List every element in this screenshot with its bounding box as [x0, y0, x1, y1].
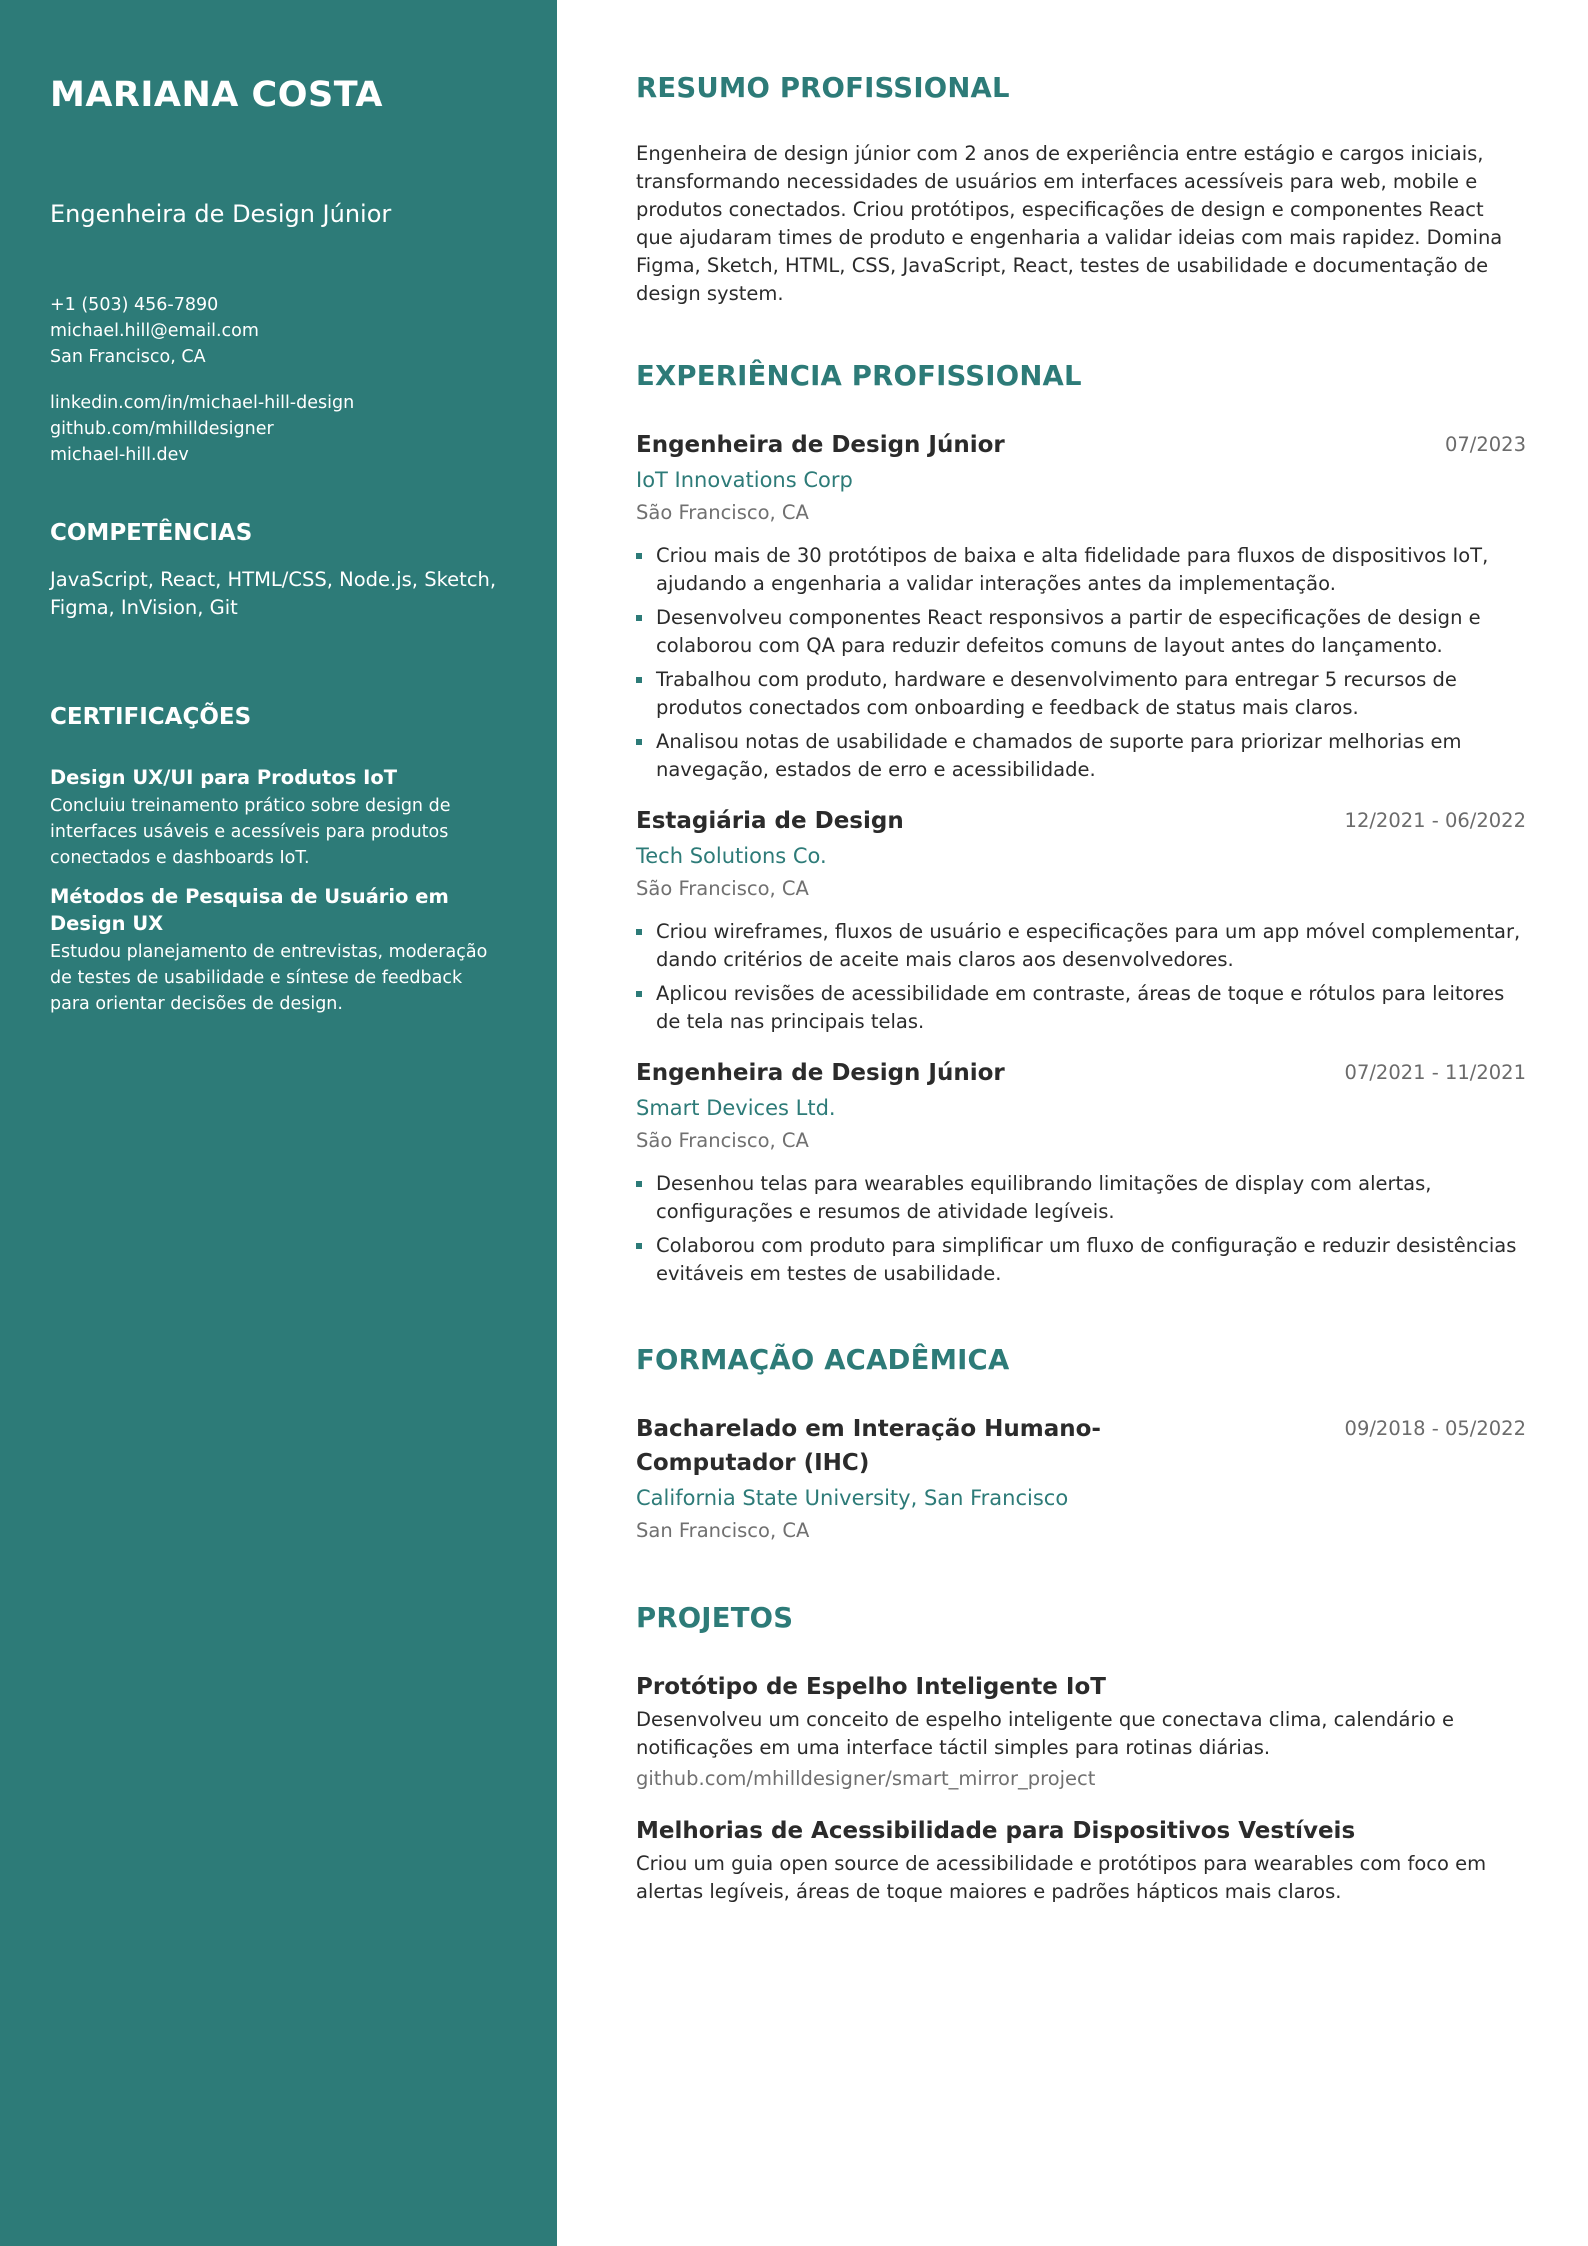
- degree-title: Bacharelado em Interação Humano-Computador (IHC): [636, 1416, 1101, 1476]
- website-link[interactable]: michael-hill.dev: [50, 445, 189, 465]
- education-list: [636, 1412, 1526, 1546]
- bullet-icon: [636, 677, 642, 683]
- summary-section: [636, 70, 1526, 308]
- candidate-role: Engenheira de Design Júnior: [50, 200, 392, 228]
- project-description: Criou um guia open source de acessibilidade e protótipos para wearables com foco em alertas legíveis, áreas de toque maiores e padrões hápticos mais claros.: [636, 1852, 1487, 1903]
- main-content: [557, 0, 1588, 2246]
- bullet-icon: [636, 929, 642, 935]
- bullet-item: [636, 666, 1526, 722]
- contact-info: [50, 292, 507, 370]
- phone: +1 (503) 456-7890: [50, 295, 219, 315]
- certification-description: Concluiu treinamento prático sobre design de interfaces usáveis e acessíveis para produtos conectados e dashboards IoT.: [50, 796, 451, 868]
- bullet-icon: [636, 1243, 642, 1249]
- github-link[interactable]: github.com/mhilldesigner: [50, 419, 274, 439]
- projects-list: [636, 1670, 1526, 1906]
- bullet-item: [636, 604, 1526, 660]
- bullet-item: [636, 980, 1526, 1036]
- job-location: São Francisco, CA: [636, 501, 809, 524]
- project-item: [636, 1670, 1526, 1794]
- bullet-text: Colaborou com produto para simplificar um fluxo de configuração e reduzir desistências evitáveis em testes de usabilidade.: [656, 1234, 1517, 1285]
- online-links: [50, 390, 507, 468]
- job-bullets: [636, 1170, 1526, 1288]
- certifications-list: [50, 764, 507, 1017]
- education-entry: [636, 1412, 1526, 1546]
- entry-header: [636, 1056, 1526, 1090]
- bullet-text: Aplicou revisões de acessibilidade em contraste, áreas de toque e rótulos para leitores de tela nas principais telas.: [656, 982, 1505, 1033]
- certification-title: Design UX/UI para Produtos IoT: [50, 766, 398, 789]
- education-heading: FORMAÇÃO ACADÊMICA: [636, 1344, 1010, 1376]
- bullet-text: Desenhou telas para wearables equilibrando limitações de display com alertas, configurações e resumos de atividade legíveis.: [656, 1172, 1432, 1223]
- company-name: Tech Solutions Co.: [636, 844, 827, 868]
- entry-header: [636, 804, 1526, 838]
- experience-list: [636, 428, 1526, 1288]
- bullet-icon: [636, 615, 642, 621]
- project-description: Desenvolveu um conceito de espelho inteligente que conectava clima, calendário e notificações em uma interface táctil simples para rotinas diárias.: [636, 1708, 1455, 1759]
- job-title: Estagiária de Design: [636, 808, 904, 834]
- location: San Francisco, CA: [50, 347, 206, 367]
- bullet-icon: [636, 553, 642, 559]
- certification-item: [50, 883, 507, 1017]
- skills-list: JavaScript, React, HTML/CSS, Node.js, Sketch, Figma, InVision, Git: [50, 568, 497, 619]
- summary-heading: RESUMO PROFISSIONAL: [636, 72, 1010, 104]
- education-section: [636, 1342, 1526, 1546]
- certification-item: [50, 764, 507, 871]
- job-location: São Francisco, CA: [636, 877, 809, 900]
- projects-section: [636, 1600, 1526, 1906]
- bullet-text: Criou wireframes, fluxos de usuário e especificações para um app móvel complementar, dando critérios de aceite mais claros aos desenvolvedores.: [656, 920, 1521, 971]
- bullet-icon: [636, 991, 642, 997]
- project-link[interactable]: github.com/mhilldesigner/smart_mirror_project: [636, 1767, 1096, 1790]
- summary-text: Engenheira de design júnior com 2 anos de experiência entre estágio e cargos iniciais, transformando necessidades de usuários em interfaces acessíveis para web, mobile e produtos conectados. Criou protótipos, especificações de design e componentes React que ajudaram times de produto e engenharia a validar ideias com mais rapidez. Domina Figma, Sketch, HTML, CSS, JavaScript, React, testes de usabilidade e documentação de design system.: [636, 142, 1503, 305]
- experience-entry: [636, 428, 1526, 784]
- entry-header: [636, 1412, 1526, 1480]
- job-title: Engenheira de Design Júnior: [636, 1060, 1005, 1086]
- certifications-heading: CERTIFICAÇÕES: [50, 704, 252, 730]
- job-date: 07/2023: [1444, 433, 1526, 456]
- projects-heading: PROJETOS: [636, 1602, 794, 1634]
- certification-title: Métodos de Pesquisa de Usuário em Design UX: [50, 885, 449, 935]
- bullet-item: [636, 918, 1526, 974]
- bullet-item: [636, 542, 1526, 598]
- skills-heading: COMPETÊNCIAS: [50, 520, 253, 546]
- experience-entry: [636, 1056, 1526, 1288]
- sidebar: [0, 0, 557, 2246]
- candidate-name: MARIANA COSTA: [50, 75, 383, 115]
- bullet-icon: [636, 1181, 642, 1187]
- email[interactable]: michael.hill@email.com: [50, 321, 259, 341]
- project-item: [636, 1814, 1526, 1906]
- job-date: 07/2021 - 11/2021: [1344, 1061, 1526, 1084]
- education-date: 09/2018 - 05/2022: [1344, 1417, 1526, 1440]
- experience-heading: EXPERIÊNCIA PROFISSIONAL: [636, 360, 1082, 392]
- bullet-item: [636, 1232, 1526, 1288]
- job-bullets: [636, 542, 1526, 784]
- job-location: São Francisco, CA: [636, 1129, 809, 1152]
- job-date: 12/2021 - 06/2022: [1344, 809, 1526, 832]
- school-name: California State University, San Francisco: [636, 1486, 1069, 1510]
- bullet-text: Analisou notas de usabilidade e chamados de suporte para priorizar melhorias em navegação, estados de erro e acessibilidade.: [656, 730, 1462, 781]
- bullet-item: [636, 728, 1526, 784]
- job-bullets: [636, 918, 1526, 1036]
- bullet-text: Desenvolveu componentes React responsivos a partir de especificações de design e colaborou com QA para reduzir defeitos comuns de layout antes do lançamento.: [656, 606, 1481, 657]
- project-title: Melhorias de Acessibilidade para Dispositivos Vestíveis: [636, 1818, 1356, 1844]
- project-title: Protótipo de Espelho Inteligente IoT: [636, 1674, 1106, 1700]
- certification-description: Estudou planejamento de entrevistas, moderação de testes de usabilidade e síntese de feedback para orientar decisões de design.: [50, 942, 488, 1014]
- school-location: San Francisco, CA: [636, 1519, 810, 1542]
- company-name: Smart Devices Ltd.: [636, 1096, 836, 1120]
- job-title: Engenheira de Design Júnior: [636, 432, 1005, 458]
- bullet-text: Criou mais de 30 protótipos de baixa e alta fidelidade para fluxos de dispositivos IoT, ajudando a engenharia a validar interações antes da implementação.: [656, 544, 1489, 595]
- company-name: IoT Innovations Corp: [636, 468, 853, 492]
- bullet-icon: [636, 739, 642, 745]
- entry-header: [636, 428, 1526, 462]
- bullet-item: [636, 1170, 1526, 1226]
- experience-entry: [636, 804, 1526, 1036]
- bullet-text: Trabalhou com produto, hardware e desenvolvimento para entregar 5 recursos de produtos conectados com onboarding e feedback de status mais claros.: [656, 668, 1457, 719]
- experience-section: [636, 358, 1526, 1288]
- linkedin-link[interactable]: linkedin.com/in/michael-hill-design: [50, 393, 355, 413]
